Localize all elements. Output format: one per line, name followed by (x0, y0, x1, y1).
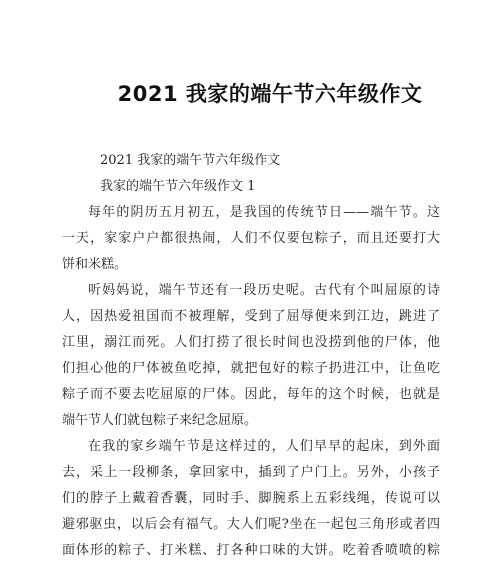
paragraph-line: 一天，家家户户都很热闹，人们不仅要包粽子，而且还要打大 (62, 231, 440, 246)
paragraph-line: 饼和米糕。 (62, 257, 128, 272)
paragraph-line: 人，因热爱祖国而不被理解，受到了屈辱便来到江边，跳进了 (62, 309, 440, 324)
paragraph-line: 们担心他的尸体被鱼吃掉，就把包好的粽子扔进江中，让鱼吃 (62, 361, 440, 376)
document-body (62, 148, 440, 564)
document-title: 2021 我家的端午节六年级作文 (117, 82, 423, 106)
paragraph-line: 端午节人们就包粽子来纪念屈原。 (62, 413, 258, 428)
paragraph-line: 们的脖子上戴着香囊，同时手、脚腕系上五彩线绳，传说可以 (62, 491, 440, 506)
paragraph-line: 去，采上一段柳条，拿回家中，插到了户门上。另外，小孩子 (62, 465, 440, 480)
paragraph-line: 面体形的粽子、打米糕、打各种口味的大饼。吃着香喷喷的粽 (62, 543, 440, 558)
paragraph-line: 粽子而不要去吃屈原的尸体。因此，每年的这个时候，也就是 (62, 387, 440, 402)
paragraph-line: 每年的阴历五月初五，是我国的传统节日——端午节。这 (88, 205, 440, 220)
subtitle-line: 2021 我家的端午节六年级作文 (100, 153, 281, 168)
paragraph-line: 在我的家乡端午节是这样过的，人们早早的起床，到外面 (88, 439, 440, 454)
subtitle-line: 我家的端午节六年级作文 1 (100, 179, 256, 194)
paragraph-line: 江里，溺江而死。人们打捞了很长时间也没捞到他的尸体，他 (62, 335, 440, 350)
paragraph-line: 避邪驱虫，以后会有福气。大人们呢?坐在一起包三角形或者四 (62, 517, 440, 532)
paragraph-line: 听妈妈说，端午节还有一段历史呢。古代有个叫屈原的诗 (88, 283, 440, 298)
